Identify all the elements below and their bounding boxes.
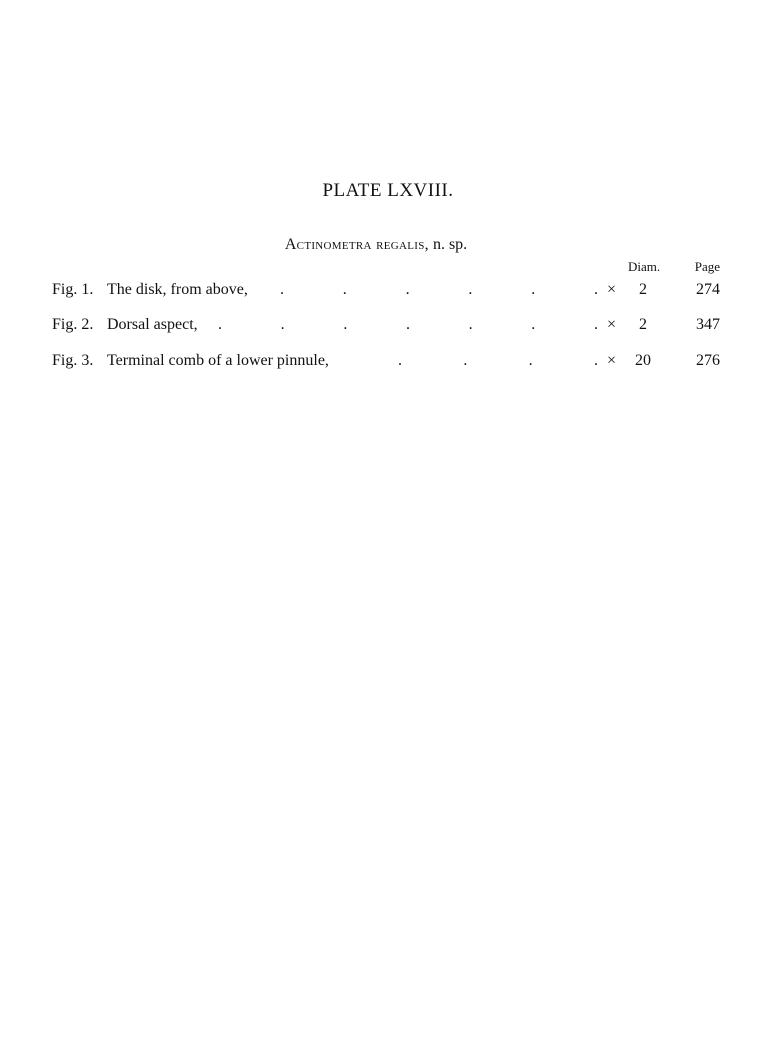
species-suffix: n. sp. (432, 236, 468, 253)
page-number: 276 (696, 352, 720, 369)
dot-leaders: . . . . . . (280, 281, 598, 298)
species-name: Actinometra regalis, (284, 236, 429, 253)
species-heading (0, 236, 752, 254)
multiplication-sign: × (607, 316, 617, 333)
column-header-diam: Diam. (628, 259, 661, 274)
multiplication-sign: × (607, 281, 617, 298)
page-number: 274 (696, 281, 720, 298)
figure-row (0, 316, 776, 340)
magnification-value: 20 (635, 352, 651, 369)
magnification-value: 2 (639, 281, 647, 298)
figure-row (0, 281, 776, 305)
column-header-page: Page (694, 259, 720, 274)
figure-row (0, 352, 776, 376)
figure-description: The disk, from above, (107, 281, 248, 298)
plate-title: PLATE LXVIII. (322, 180, 454, 201)
magnification-value: 2 (639, 316, 647, 333)
page-number: 347 (696, 316, 720, 333)
figure-number: Fig. 1. (52, 281, 94, 298)
figure-description: Dorsal aspect, (107, 316, 198, 333)
figure-number: Fig. 3. (52, 352, 94, 369)
dot-leaders: . . . . (398, 352, 598, 369)
dot-leaders: . . . . . . . (218, 316, 598, 333)
figure-number: Fig. 2. (52, 316, 94, 333)
multiplication-sign: × (607, 352, 617, 369)
figure-description: Terminal comb of a lower pinnule, (107, 352, 329, 369)
